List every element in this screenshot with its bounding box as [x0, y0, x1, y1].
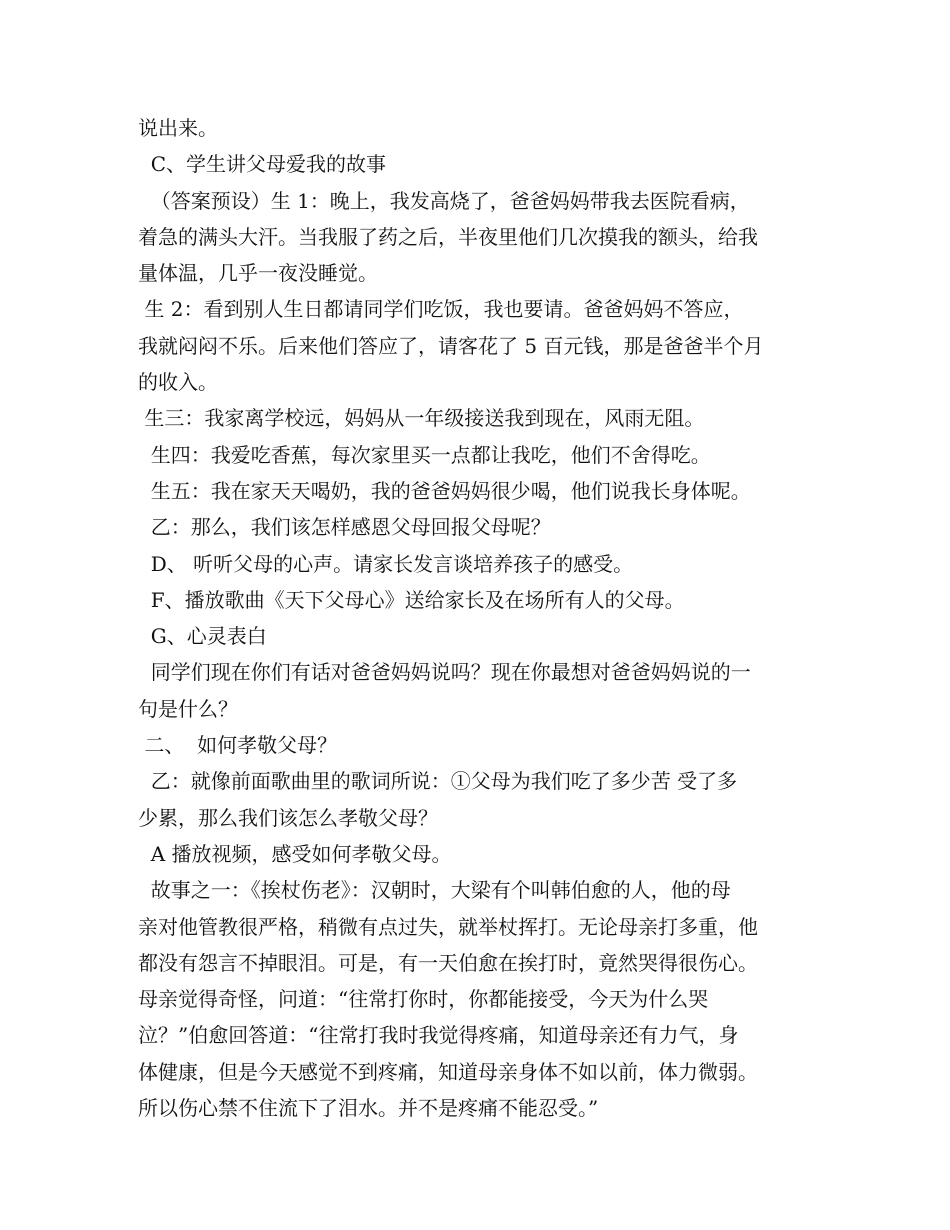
text-line: 的收入。 [138, 370, 218, 395]
text-line: 体健康，但是今天感觉不到疼痛，知道母亲身体不如以前，体力微弱。 [138, 1059, 758, 1084]
text-line: 生四：我爱吃香蕉，每次家里买一点都让我吃，他们不舍得吃。 [138, 442, 711, 467]
text-line: A 播放视频，感受如何孝敬父母。 [138, 841, 452, 866]
text-line: D、 听听父母的心声。请家长发言谈培养孩子的感受。 [138, 551, 634, 576]
text-line: 我就闷闷不乐。后来他们答应了，请客花了 5 百元钱，那是爸爸半个月 [138, 333, 764, 358]
text-line: 生 2：看到别人生日都请同学们吃饭，我也要请。爸爸妈妈不答应， [138, 297, 744, 322]
text-line: 乙：就像前面歌曲里的歌词所说：①父母为我们吃了多少苦 受了多 [138, 769, 738, 794]
text-line: F、播放歌曲《天下父母心》送给家长及在场所有人的父母。 [138, 587, 685, 612]
text-line: 故事之一：《挨杖伤老》：汉朝时，大梁有个叫韩伯愈的人，他的母 [138, 878, 731, 903]
text-line: 所以伤心禁不住流下了泪水。并不是疼痛不能忍受。” [138, 1096, 599, 1121]
text-line: 说出来。 [138, 116, 218, 140]
text-line: 都没有怨言不掉眼泪。可是，有一天伯愈在挨打时，竟然哭得很伤心。 [138, 950, 758, 975]
text-line: 着急的满头大汗。当我服了药之后，半夜里他们几次摸我的额头，给我 [138, 224, 758, 249]
text-line: 乙：那么，我们该怎样感恩父母回报父母呢？ [138, 515, 551, 540]
text-line: G、心灵表白 [138, 624, 267, 649]
text-line: 同学们现在你们有话对爸爸妈妈说吗？现在你最想对爸爸妈妈说的一 [138, 660, 751, 685]
text-line: 少累，那么我们该怎么孝敬父母？ [138, 805, 438, 830]
text-line: 生三：我家离学校远，妈妈从一年级接送我到现在，风雨无阻。 [138, 406, 705, 431]
text-line: 亲对他管教很严格，稍微有点过失，就举杖挥打。无论母亲打多重，他 [138, 914, 758, 939]
text-line: C、学生讲父母爱我的故事 [138, 152, 387, 177]
text-line: （答案预设）生 1：晚上，我发高烧了，爸爸妈妈带我去医院看病， [138, 188, 750, 213]
text-line: 量体温，几乎一夜没睡觉。 [138, 261, 378, 286]
document-body [138, 110, 818, 1126]
text-line: 母亲觉得奇怪，问道：“往常打你时，你都能接受，今天为什么哭 [138, 987, 709, 1012]
text-line: 生五：我在家天天喝奶，我的爸爸妈妈很少喝，他们说我长身体呢。 [138, 478, 751, 503]
text-line: 泣？”伯愈回答道：“往常打我时我觉得疼痛，知道母亲还有力气，身 [138, 1023, 739, 1048]
text-line: 句是什么？ [138, 696, 238, 721]
text-line: 二、 如何孝敬父母？ [138, 733, 338, 758]
